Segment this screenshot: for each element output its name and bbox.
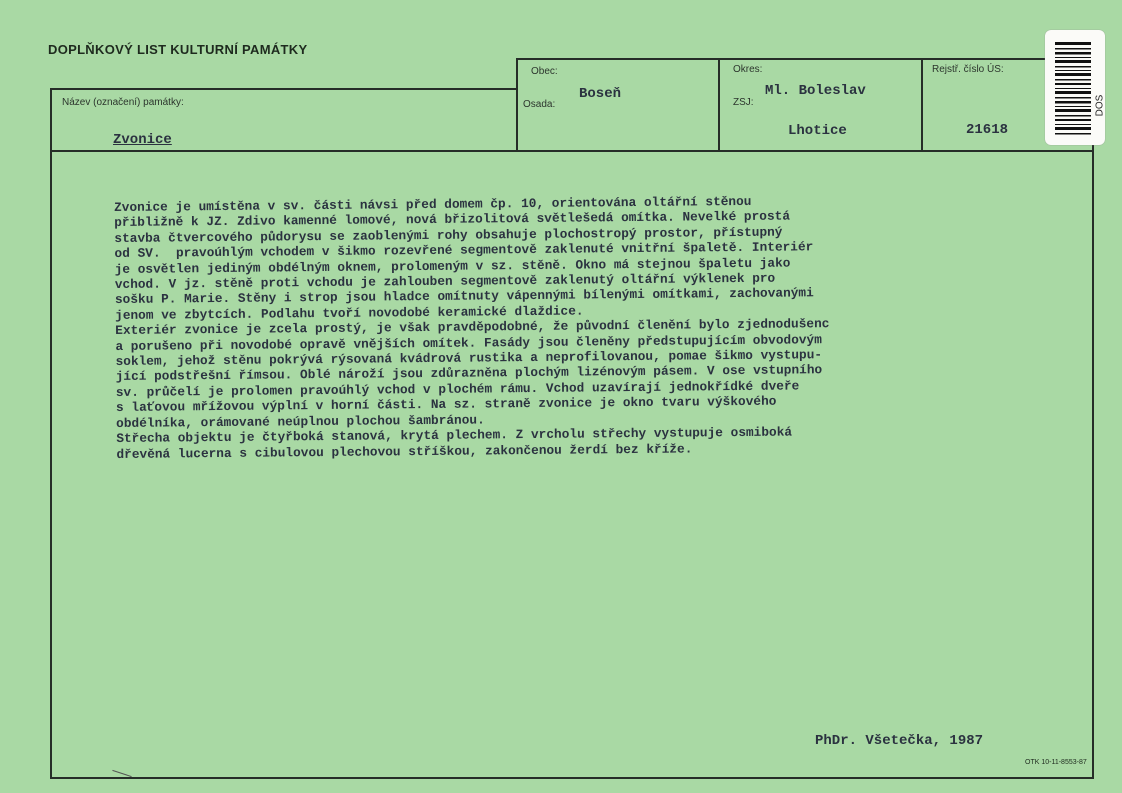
right-border: [1092, 140, 1094, 778]
okres-label: Okres:: [733, 64, 763, 75]
author-signature: PhDr. Všetečka, 1987: [815, 733, 984, 749]
name-box-top-line: [50, 88, 518, 90]
obec-value: Boseň: [579, 86, 622, 102]
obec-label: Obec:: [531, 66, 558, 77]
zsj-label: ZSJ:: [733, 97, 754, 108]
okres-value: Ml. Boleslav: [765, 83, 866, 99]
sticker-code: DOS: [1094, 94, 1106, 117]
barcode-icon: [1053, 40, 1093, 140]
zsj-value: Lhotice: [788, 123, 847, 139]
header-bottom-line: [50, 150, 1094, 152]
left-border: [50, 88, 52, 778]
description-text: Zvonice je umístěna v sv. části návsi před domem čp. 10, orientována oltářní stěnou přibližně k JZ. Zdivo kamenné lomové, nová břizolitová světlešedá omítka. Nevelké prostá stavba čtvercového půdorysu se zaoblenými rohy obsahuje plochostropý prostor, přístupný od SV. pravoúhlým vchodem v šikmo rozevřené segmentově zaklenuté vnitřní špaletě. Interiér je osvětlen jediným obdélným oknem, prolomeným v sz. stěně. Okno má stejnou špaletu jako vchod. V jz. stěně proti vchodu je zahlouben segmentově zaklenutý oltářní výklenek pro sošku P. Marie. Stěny i strop jsou hladce omítnuty vápennými bílenými omítkami, zachovanými jenom ve zbytcích. Podlahu tvoří novodobé keramické dlaždice. Exteriér zvonice je zcela prostý, je však pravděpodobné, že původní členění bylo zjednodušenc a porušeno při novodobé opravě vnějších omítek. Fasády jsou členěny předstupujícím obvodovým soklem, jehož stěnu pokrývá rýsovaná kvádrová rustika a neprofilovanou, pomae šikmo vystupu- jící podstřešní římsou. Oblé nároží jsou zdůrazněna plochým lizénovým pásem. V ose vstupního sv. průčelí je prolomen pravoúhlý vchod v plochém rámu. Vchod uzavírají jednokřídké dveře s laťovou mřížovou výplní v horní části. Na sz. straně zvonice je okno tvaru výškového obdélníka, orámované neúplnou plochou šambránou. Střecha objektu je čtyřboká stanová, krytá plechem. Z vrcholu střechy vystupuje osmiboká dřevěná lucerna s cibulovou plechovou stříškou, zakončenou žerdí bez kříže.: [114, 193, 830, 462]
monument-name-label: Název (označení) památky:: [62, 97, 184, 108]
header-divider-1: [516, 58, 518, 150]
header-top-line: [516, 58, 1094, 60]
form-print-code: OTK 10-11-8553-87: [1025, 759, 1087, 766]
registry-number-value: 21618: [966, 122, 1009, 138]
monument-name-value: Zvonice: [113, 132, 172, 148]
bottom-border: [50, 777, 1094, 779]
card-title: DOPLŇKOVÝ LIST KULTURNÍ PAMÁTKY: [48, 42, 308, 57]
header-divider-2: [718, 58, 720, 150]
registry-number-label: Rejstř. číslo ÚS:: [932, 64, 1004, 75]
osada-label: Osada:: [523, 99, 556, 110]
header-divider-3: [921, 58, 923, 150]
barcode-sticker: [1045, 30, 1105, 145]
